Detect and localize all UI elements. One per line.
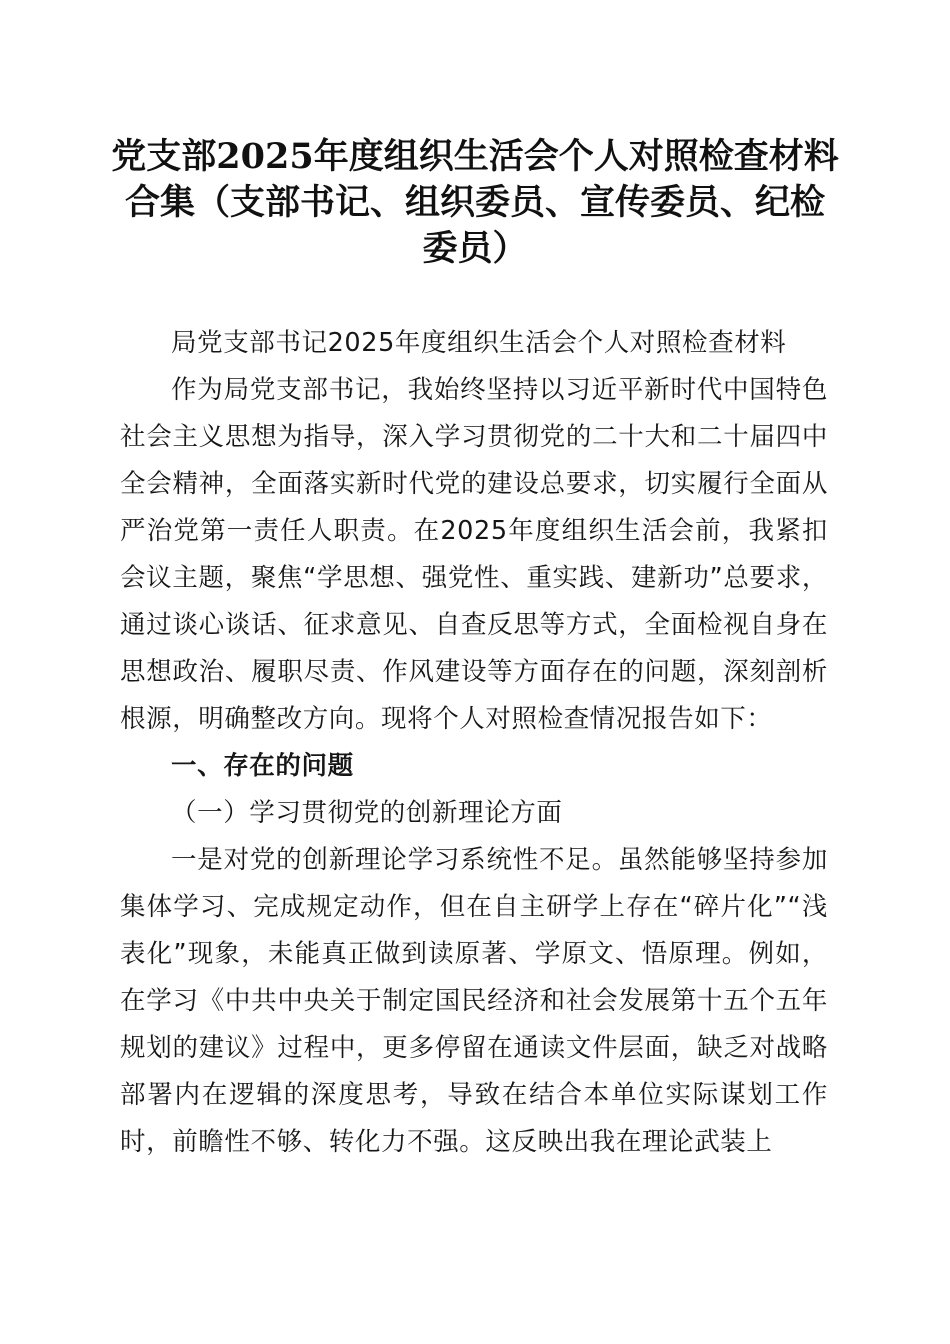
subsection-heading: （一）学习贯彻党的创新理论方面 <box>171 798 563 828</box>
document-subtitle: 局党支部书记2025年度组织生活会个人对照检查材料 <box>171 328 787 358</box>
body-paragraph: 一是对党的创新理论学习系统性不足。虽然能够坚持参加集体学习、完成规定动作，但在自主研学上存在“碎片化”“浅表化”现象，未能真正做到读原著、学原文、悟原理。例如，在学习《中共中央关于制定国民经济和社会发展第十五个五年规划的建议》过程中，更多停留在通读文件层面，缺乏对战略部署内在逻辑的深度思考，导致在结合本单位实际谋划工作时，前瞻性不够、转化力不强。这反映出我在理论武装上 <box>120 845 828 1157</box>
intro-paragraph: 作为局党支部书记，我始终坚持以习近平新时代中国特色社会主义思想为指导，深入学习贯彻党的二十大和二十届四中全会精神，全面落实新时代党的建设总要求，切实履行全面从严治党第一责任人职责。在2025年度组织生活会前，我紧扣会议主题，聚焦“学思想、强党性、重实践、建新功”总要求，通过谈心谈话、征求意见、自查反思等方式，全面检视自身在思想政治、履职尽责、作风建设等方面存在的问题，深刻剖析根源，明确整改方向。现将个人对照检查情况报告如下： <box>120 375 828 734</box>
document-title: 党支部2025年度组织生活会个人对照检查材料合集（支部书记、组织委员、宣传委员、纪检委员） <box>111 136 839 269</box>
document-body <box>120 320 828 1166</box>
section-heading: 一、存在的问题 <box>171 751 354 781</box>
